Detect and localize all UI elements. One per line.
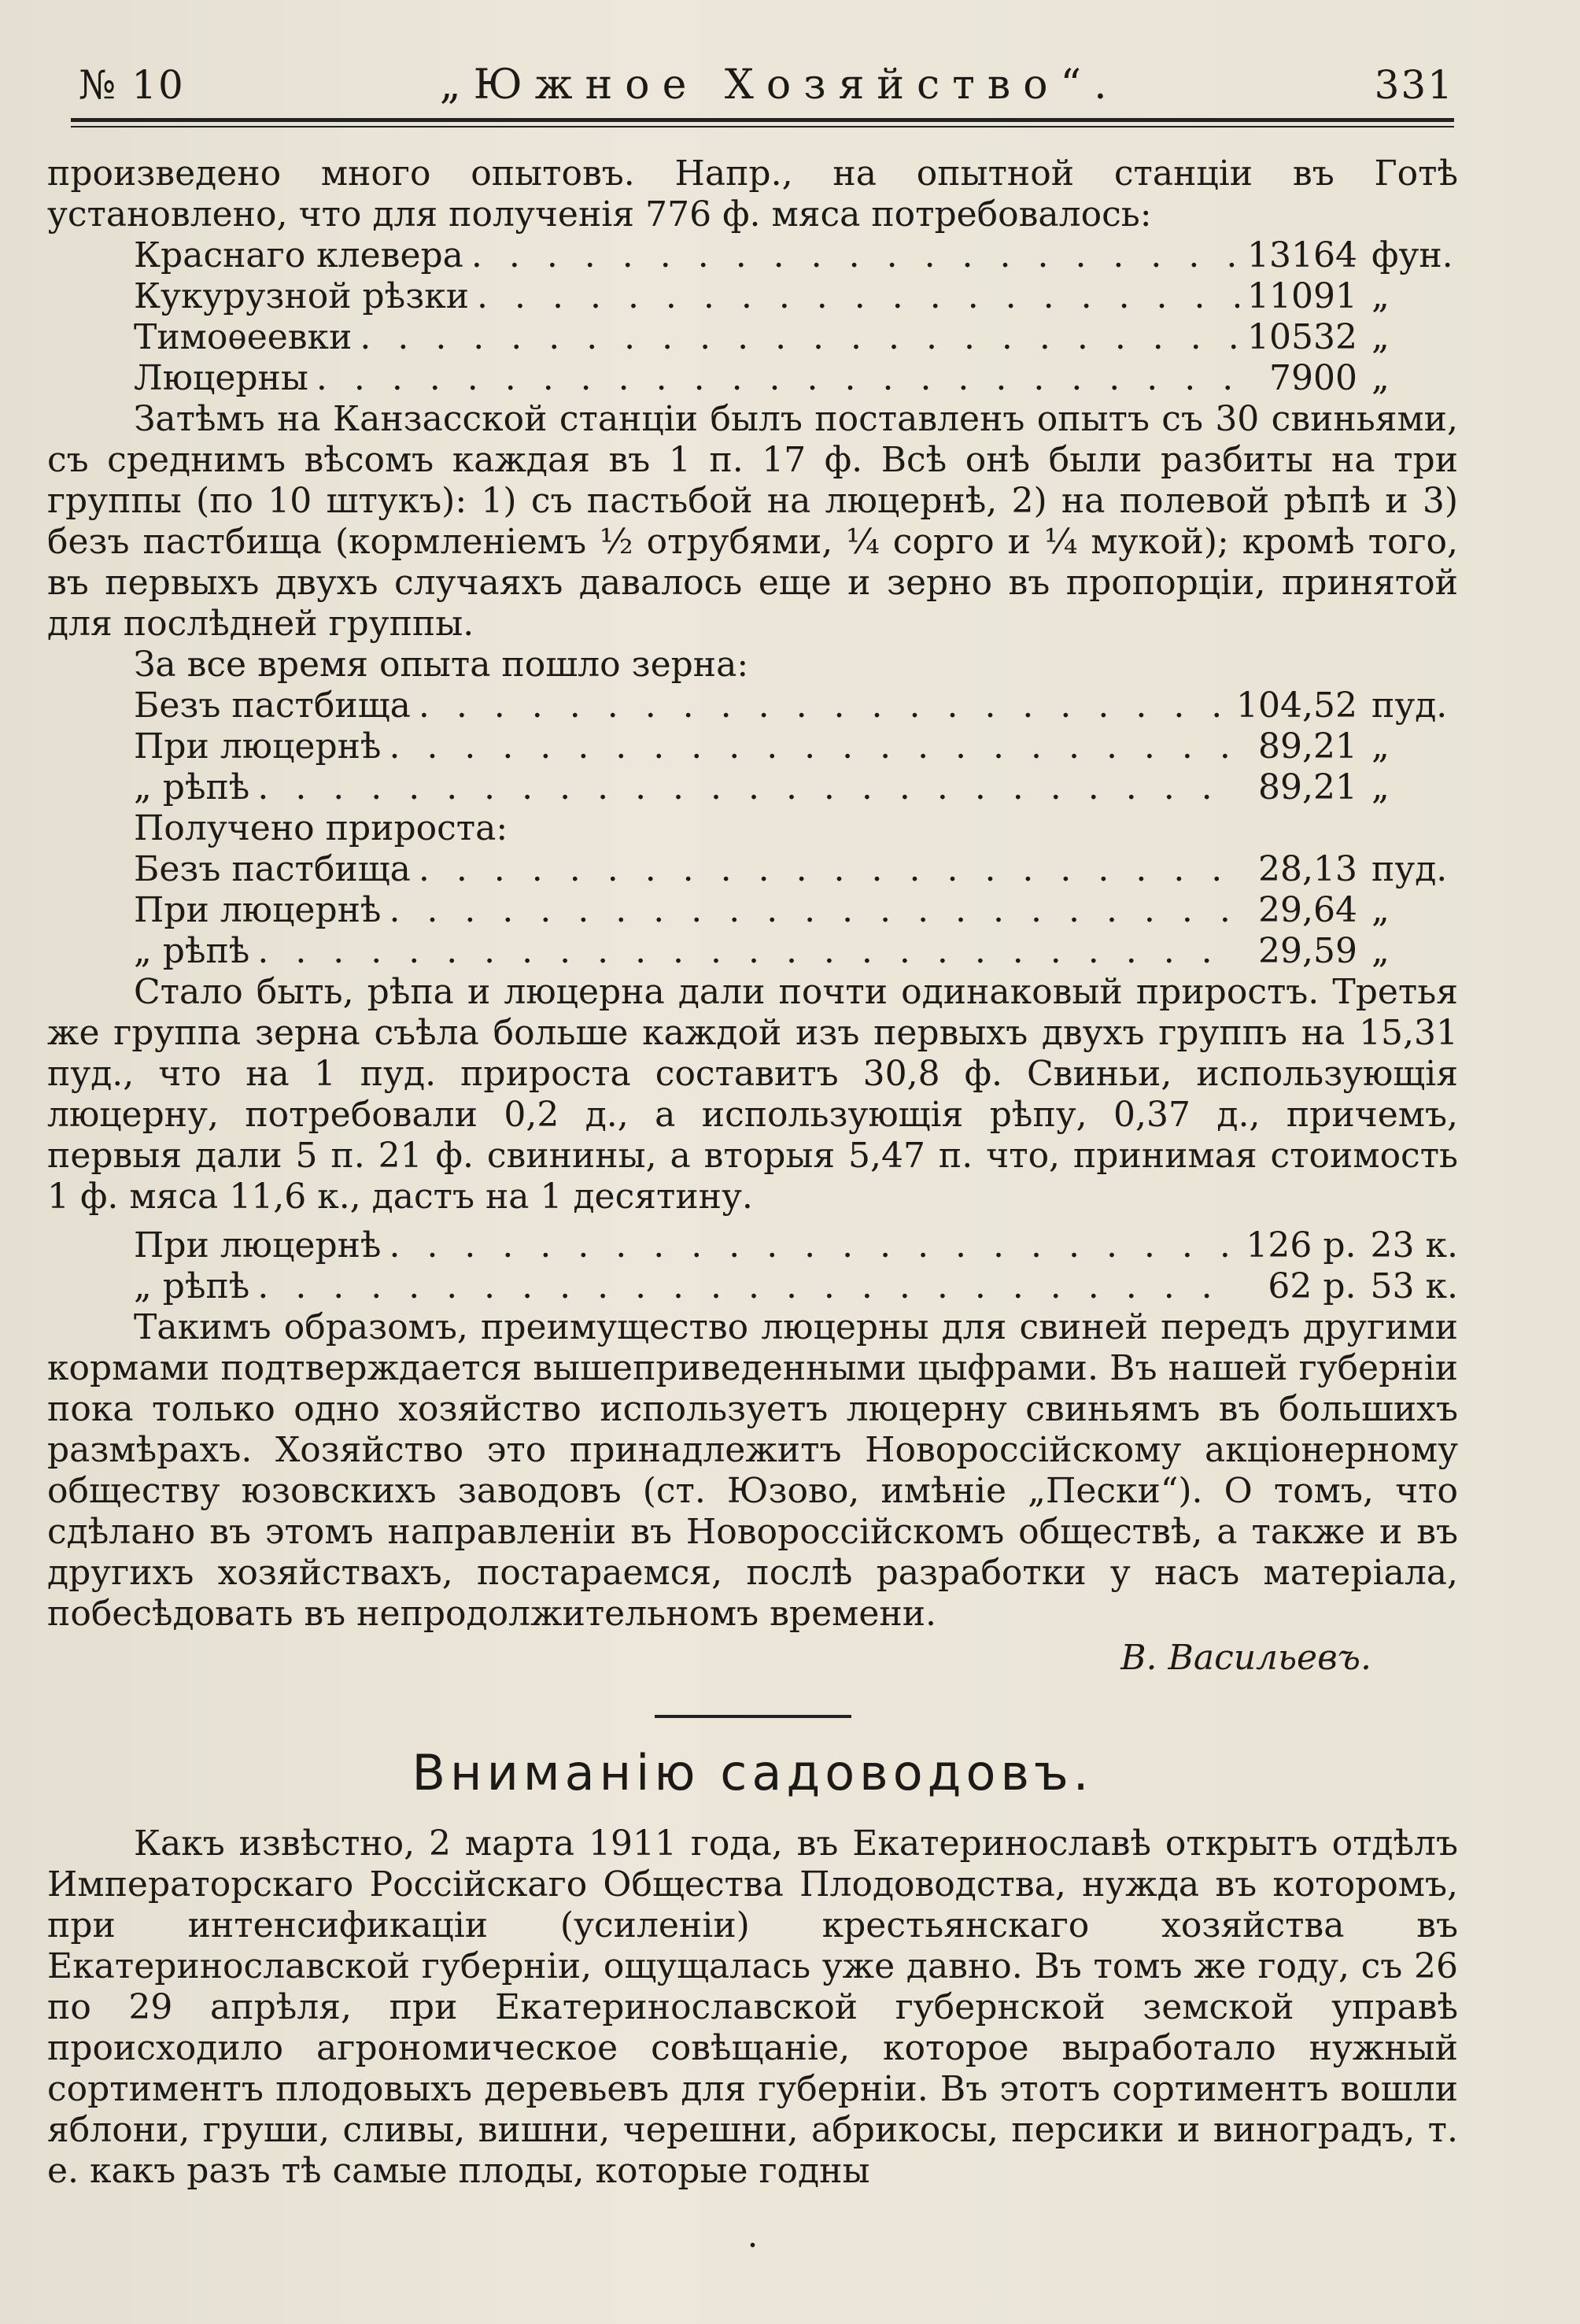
- table-gain: [47, 849, 1458, 972]
- table-grain: [47, 685, 1458, 808]
- conclusion-paragraph: Такимъ образомъ, преимущество люцерны для свиней передъ другими кормами подтверждается вышеприведенными цыфрами. Въ нашей губерніи пока только одно хозяйство используетъ люцерну свиньямъ въ большихъ размѣрахъ. Хозяйство это принадлежитъ Новороссійскому акціонерному обществу юзовскихъ заводовъ (ст. Юзово, имѣніе „Пески“). О томъ, что сдѣлано въ этомъ направленіи въ Новороссійскомъ обществѣ, а также и въ другихъ хозяйствахъ, постараемся, послѣ разработки у насъ матеріала, побесѣдовать въ непродолжительномъ времени.: [47, 1307, 1458, 1634]
- issue-number: № 10: [79, 62, 185, 108]
- table-row: „ рѣпѣ . . . 89,21 „: [47, 767, 1458, 808]
- footer-mark: .: [747, 2215, 759, 2256]
- journal-title: „Южное Хозяйство“.: [439, 61, 1120, 109]
- table-row: При люцернѣ . . . 126 р. 23 к.: [47, 1225, 1458, 1266]
- gardeners-paragraph: Какъ извѣстно, 2 марта 1911 года, въ Екатеринославѣ открытъ отдѣлъ Императорскаго Россійскаго Общества Плодоводства, нужда въ которомъ, при интенсификаціи (усиленіи) крестьянскаго хозяйства въ Екатеринославской губерніи, ощущалась уже давно. Въ томъ же году, съ 26 по 29 апрѣля, при Екатеринославской губернской земской управѣ происходило агрономическое совѣщаніе, которое выработало нужный сортиментъ плодовыхъ деревьевъ для губерніи. Въ этотъ сортиментъ вошли яблони, груши, сливы, вишни, черешни, абрикосы, персики и виноградъ, т. е. какъ разъ тѣ самые плоды, которые годны: [47, 1823, 1458, 2191]
- table-row: Краснаго клевера . . . 13164 фун.: [47, 235, 1458, 276]
- table-row: Тимоѳеевки . . . 10532 „: [47, 317, 1458, 358]
- page-header: [79, 61, 1454, 116]
- result-paragraph: Стало быть, рѣпа и люцерна дали почти одинаковый приростъ. Третья же группа зерна съѣла больше каждой изъ первыхъ двухъ группъ на 15,31 пуд., что на 1 пуд. прироста составитъ 30,8 ф. Свиньи, использующія люцерну, потребовали 0,2 д., а использующія рѣпу, 0,37 д., причемъ, первыя дали 5 п. 21 ф. свинины, а вторыя 5,47 п. что, принимая стоимость 1 ф. мяса 11,6 к., дастъ на 1 десятину.: [47, 972, 1458, 1217]
- header-rule-thin: [71, 126, 1454, 127]
- table-row: При люцернѣ . . . 89,21 „: [47, 726, 1458, 767]
- table-row: Безъ пастбища . . . 104,52 пуд.: [47, 685, 1458, 726]
- article-body: [47, 153, 1458, 2256]
- intro-paragraph: произведено много опытовъ. Напр., на опытной станціи въ Готѣ установлено, что для полученія 776 ф. мяса потребовалось:: [47, 153, 1458, 235]
- table-row: Люцерны . . . 7900 „: [47, 358, 1458, 399]
- table-row: Безъ пастбища . . . 28,13 пуд.: [47, 849, 1458, 890]
- table-row: „ рѣпѣ . . . 62 р. 53 к.: [47, 1266, 1458, 1307]
- experiment-paragraph: Затѣмъ на Канзасской станціи былъ поставленъ опытъ съ 30 свиньями, съ среднимъ вѣсомъ каждая въ 1 п. 17 ф. Всѣ онѣ были разбиты на три группы (по 10 штукъ): 1) съ пастьбой на люцернѣ, 2) на полевой рѣпѣ и 3) безъ пастбища (кормленіемъ ½ отрубями, ¼ сорго и ¼ мукой); кромѣ того, въ первыхъ двухъ случаяхъ давалось еще и зерно въ пропорціи, принятой для послѣдней группы.: [47, 399, 1458, 644]
- page-number: 331: [1374, 62, 1454, 108]
- table-row: Кукурузной рѣзки . . . 11091 „: [47, 276, 1458, 317]
- table-value: [47, 1225, 1458, 1307]
- section-heading: Вниманію садоводовъ.: [412, 1744, 1094, 1801]
- grain-title: За все время опыта пошло зерна:: [134, 645, 749, 685]
- table-row: „ рѣпѣ . . . 29,59 „: [47, 931, 1458, 972]
- header-rule: [71, 118, 1454, 122]
- section-divider: [655, 1715, 851, 1718]
- author-signature: В. Васильевъ.: [1120, 1638, 1371, 1678]
- gain-title: Получено прироста:: [134, 808, 508, 848]
- table-row: При люцернѣ . . . 29,64 „: [47, 890, 1458, 931]
- table-feed: [47, 235, 1458, 399]
